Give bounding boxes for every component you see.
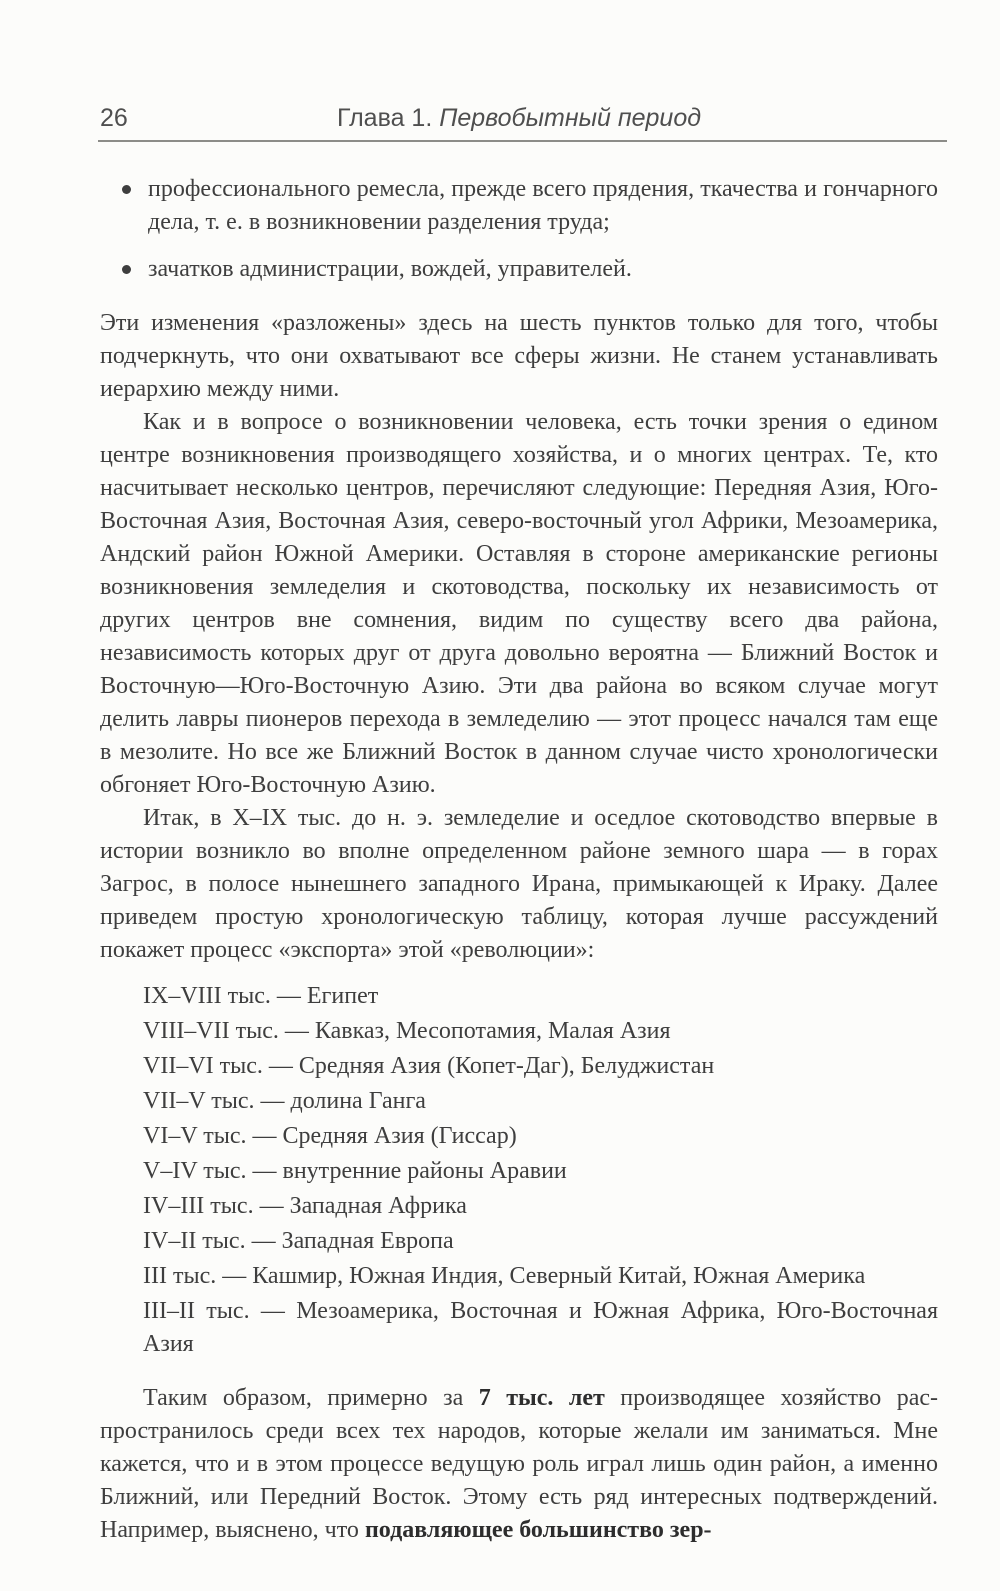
bullet-item: профессионального ремесла, прежде всего прядения, ткачества и гончарного дела, т. е. в возникновении разделения труда; <box>100 173 938 239</box>
text-run: Как и в вопросе о возникновении человека, есть точки зрения о едином центре возникновения производящего хозяйства, и о многих центрах. Те, кто насчитывает несколько центров, перечисляют следующие: Передняя Азия, Юго-Восточная Азия, Восточная Азия, северо-восточный угол Африки, Мезоамерика, Андский район Южной Америки. Оставляя в стороне американские регионы возникновения земледелия и скотоводства, поскольку их независимость от других центров вне сомнения, видим по существу всего два района, независимость которых друг от друга довольно вероятна — Ближний Восток и Восточную—Юго-Восточную Азию. Эти два района во всяком случае могут делить лавры пионеров перехода в земледелию — этот процесс начался там еще в мезолите. Но все же Ближний Восток в данном случае чисто хронологически обгоняет Юго-Восточную Азию. <box>100 409 938 798</box>
chronology-item: IV–II тыс. — Западная Европа <box>143 1228 454 1254</box>
chronology-item: V–IV тыс. — внутренние районы Аравии <box>143 1158 567 1184</box>
chronology-item: IV–III тыс. — Западная Африка <box>143 1193 467 1219</box>
page-number: 26 <box>100 104 128 132</box>
text-run: Эти изменения «разложены» здесь на шесть пунктов только для того, чтобы подчеркнуть, что они охватывают все сферы жизни. Не станем устанавливать иерархию между ними. <box>100 310 938 402</box>
chronology-item: VI–V тыс. — Средняя Азия (Гиссар) <box>143 1123 517 1149</box>
bullet-item: зачатков администрации, вождей, управителей. <box>100 253 938 286</box>
chronology-item: III тыс. — Кашмир, Южная Индия, Северный Китай, Южная Америка <box>143 1263 866 1289</box>
running-header <box>100 104 938 142</box>
paragraph <box>100 406 938 802</box>
header-rule <box>98 140 947 142</box>
running-title <box>100 104 938 132</box>
chronology-list <box>100 980 938 1361</box>
chronology-item: III–II тыс. — Мезоамерика, Восточная и Южная Африка, Юго-Восточная Азия <box>143 1298 938 1357</box>
paragraph <box>100 1382 938 1547</box>
text-run: Итак, в X–IX тыс. до н. э. земледелие и оседлое скотоводство впервые в истории возникло во вполне определенном районе земного шара — в горах Загрос, в полосе нынешнего западного Ирана, примыкающей к Ираку. Далее приведем простую хронологическую таблицу, которая лучше рассуждений покажет процесс «экспорта» этой «революции»: <box>100 805 938 963</box>
chronology-item: VII–VI тыс. — Средняя Азия (Копет-Даг), Белуджистан <box>143 1053 715 1079</box>
bold-text-run: 7 тыс. лет <box>478 1385 605 1411</box>
chronology-item: IX–VIII тыс. — Египет <box>143 983 379 1009</box>
chronology-item: VII–V тыс. — долина Ганга <box>143 1088 426 1114</box>
paragraph <box>100 307 938 406</box>
chapter-title: Первобытный период <box>439 104 702 132</box>
paragraph <box>100 802 938 967</box>
chapter-label: Глава 1. <box>336 104 433 132</box>
chronology-item: VIII–VII тыс. — Кавказ, Месопотамия, Малая Азия <box>143 1018 671 1044</box>
bullet-list <box>100 173 938 286</box>
text-run: Таким образом, примерно за <box>143 1385 479 1411</box>
bold-text-run: подавляющее большинство зер- <box>364 1517 712 1543</box>
page-body <box>100 173 938 1547</box>
text-run: производящее хозяйство распространилось среди всех тех народов, которые желали им заниматься. Мне кажется, что и в этом процессе ведущую роль играл лишь один район, а именно Ближний, или Передний Восток. Этому есть ряд интересных подтверждений. Например, выяснено, что <box>100 1385 938 1543</box>
